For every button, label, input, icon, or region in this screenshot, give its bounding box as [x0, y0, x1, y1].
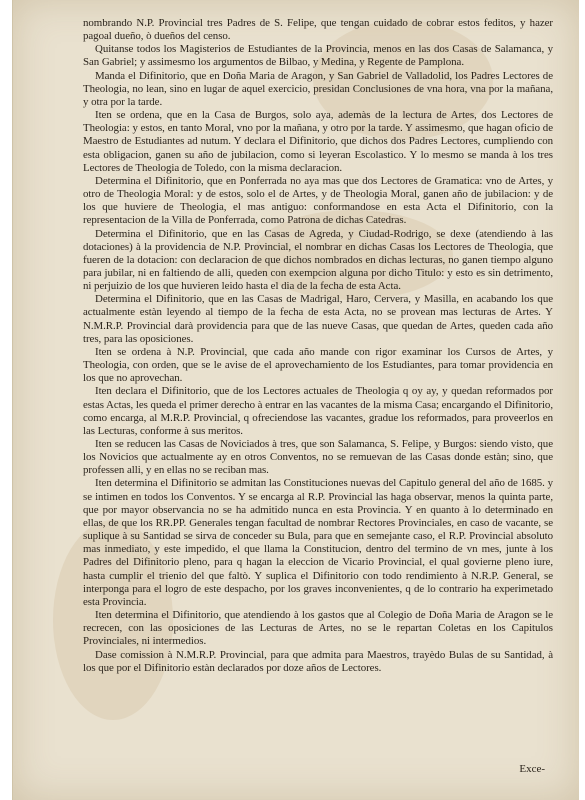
paragraph: Determina el Difinitorio, que en Ponferrada no aya mas que dos Lectores de Gramatica: vno de Artes, y otro de Theologia Moral: y de estos, solo el de Artes, y de Theologia Moral, ganen año de jubilacion: y de los que huviere de Theologia, el mas antiguo: conformandose en esta Acta el Difinitorio, con la representacion de la Villa de Ponferrada, como Patrona de dichas Catedras. — [83, 174, 553, 227]
paragraph: nombrando N.P. Provincial tres Padres de S. Felipe, que tengan cuidado de cobrar estos feditos, y hazer pagoal dueño, ò dueños del censo. — [83, 17, 553, 43]
paragraph: Iten se ordena à N.P. Provincial, que cada año mande con rigor examinar los Cursos de Artes, y Theologia, con orden, que se le avise de el aprovechamiento de los Estudiantes, para tomar providencia en los que no aprovechan. — [83, 345, 553, 385]
paragraph: Iten determina el Difinitorio, que atendiendo à los gastos que al Colegio de Doña Maria de Aragon se le recrecen, con las oposiciones de las Lecturas de Artes, no se le repartan Coletas en los Capitulos Provinciales, ni intermedios. — [83, 609, 553, 648]
document-page — [12, 0, 579, 800]
paragraph: Dase comission à N.M.R.P. Provincial, para que admita para Maestros, trayèdo Bulas de su Santidad, à los que por el Difinitorio estàn declarados por doze años de Lectores. — [83, 648, 553, 674]
paragraph: Iten se reducen las Casas de Noviciados à tres, que son Salamanca, S. Felipe, y Burgos: siendo visto, que los Novicios que actualmente ay en otros Conventos, no se remuevan de las Casas donde estàn; sino, que professen alli, y en ellas no se reciban mas. — [83, 438, 553, 477]
paragraph: Quitanse todos los Magisterios de Estudiantes de la Provincia, menos en las dos Casas de Salamanca, y San Gabriel; y assimesmo los argumentos de Bilbao, y Medina, y Regente de Pamplona. — [83, 43, 553, 69]
paragraph: Iten se ordena, que en la Casa de Burgos, solo aya, ademàs de la lectura de Artes, dos Lectores de Theologia: y estos, en tanto Moral, vno por la mañana, y otro por la tarde. Y assimesmo, que hagan oficio de Maestro de Estudiantes ad nutum. Y declara el Difinitorio, que dichos dos Padres Lectores, cumpliendo con esta obligacion, ganen su año de jubilacion, como si leyeran Escolastico. Y lo mesmo se manda à los tres Lectores de Theologia de Toledo, con la misma declaracion. — [83, 109, 553, 174]
paragraph: Determina el Difinitorio, que en las Casas de Madrigal, Haro, Cervera, y Masilla, en acabando los que actualmente estàn leyendo al tiempo de la fecha de esta Acta, no se provean mas lecturas de Artes. Y N.M.R.P. Provincial darà providencia para que de las nueve Casas, que quedan de Artes, queden cada año tres, para las oposiciones. — [83, 293, 553, 345]
catchword: Exce- — [519, 763, 545, 775]
document-body — [83, 17, 553, 675]
paragraph: Manda el Difinitorio, que en Doña Maria de Aragon, y San Gabriel de Valladolid, los Padres Lectores de Theologia, no lean, sino en lugar de aquel exercicio, presidan Conclusiones de vna hora, vna por la mañana, y otra por la tarde. — [83, 69, 553, 108]
paragraph: Iten determina el Difinitorio se admitan las Constituciones nuevas del Capitulo general del año de 1685. y se intimen en todos los Conventos. Y se encarga al R.P. Provincial las haga observar, menos la quinta parte, que por mayor observancia no se ha admitido nunca en esta Provincia. Y en quanto à lo determinado en ellas, de que los RR.PP. Generales tengan facultad de nombrar Rectores Provinciales, en caso de vacante, se suplique à su Santidad se sirva de conceder su Bula, para que en semejante caso, el R.P. Provincial absoluto mas inmediato, y este impedido, el que llama la Constitucion, dentro del termino de vn mes, junte à los Padres del Difinitorio pleno, para q hagan la eleccion de Vicario Provincial, el qual govierne pleno iure, hasta cumplir el trienio del que faltò. Y suplica el Difinitorio con todo rendimiento à N.R.P. General, se interponga para el logro de este despacho, por los graves inconvenientes, q de lo contrario ha experimetado esta Provincia. — [83, 477, 553, 608]
paragraph: Iten declara el Difinitorio, que de los Lectores actuales de Theologia q oy ay, y quedan reformados por estas Actas, les queda el primer derecho à entrar en las vacantes de la misma Casa; encargando el Difinitorio, como encarga, al M.R.P. Provincial, q ofreciendose las vacantes, gradue los reformados, para proveerlos en las Lecturas, conforme à sus meritos. — [83, 385, 553, 437]
paragraph: Determina el Difinitorio, que en las Casas de Agreda, y Ciudad-Rodrigo, se dexe (atendiendo à las dotaciones) à la providencia de N.P. Provincial, el nombrar en dichas Casas los Lectores de Theologia, que fueren de la dotacion: con declaracion de que dichos nombrados en dichas lecturas, no ganen tiempo alguno para jubilar, ni en faltiendo de alli, queden con exempcion alguna por dicho Titulo: y esto es sin detrimento, ni perjuizio de los que huvieren leido hasta el dia de la fecha de esta Acta. — [83, 227, 553, 293]
